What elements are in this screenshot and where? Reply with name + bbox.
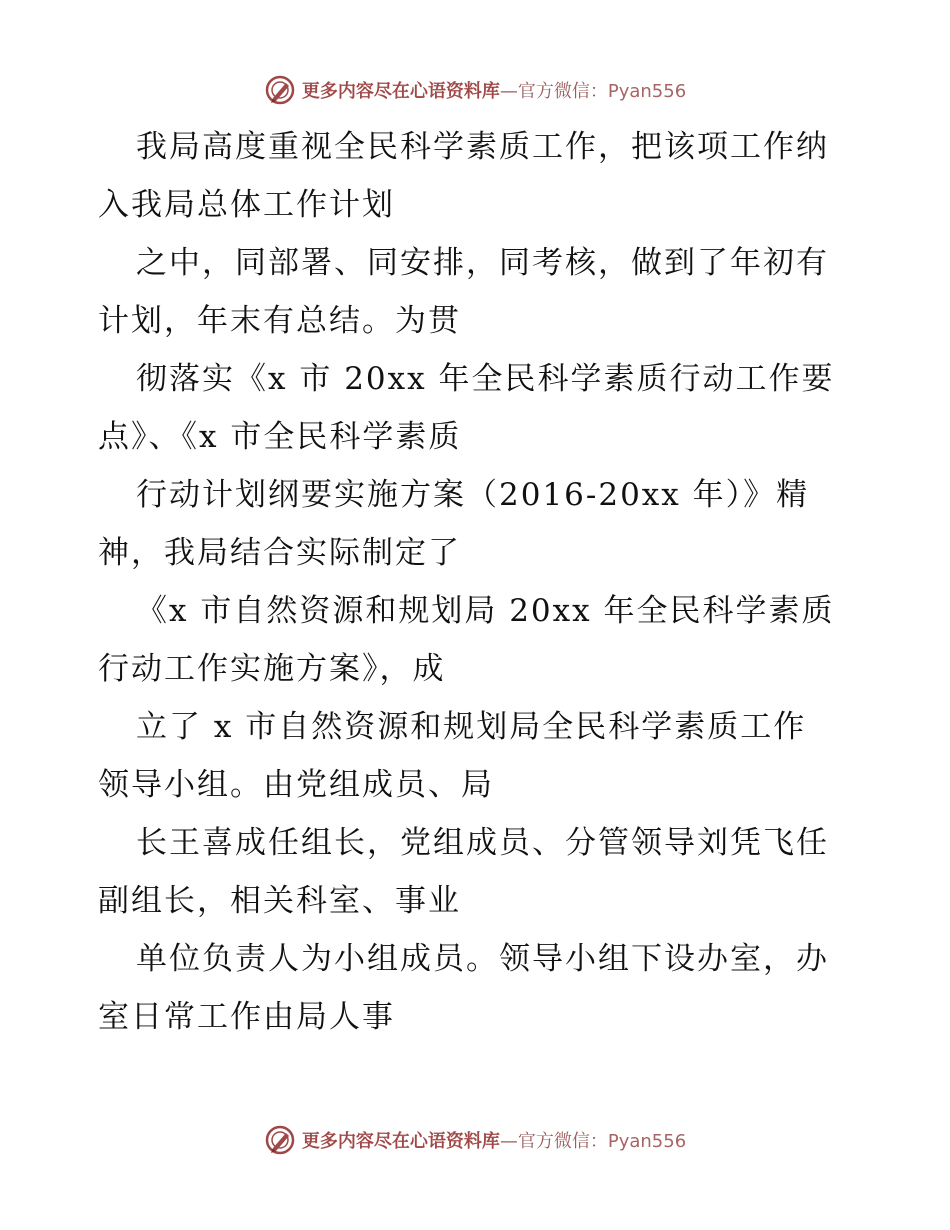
watermark-wechat-id: Pyan556 (607, 1131, 687, 1152)
watermark-wechat-label: —官方微信： (499, 1131, 608, 1152)
footer-watermark-banner (0, 1120, 950, 1160)
text-line: 之中，同部署、同安排，同考核，做到了年初有 (136, 245, 829, 281)
text-line: 行动工作实施方案》，成 (98, 651, 446, 687)
watermark-wechat-label: —官方微信： (499, 81, 608, 102)
pen-logo-icon (264, 74, 296, 106)
text-line: 我局高度重视全民科学素质工作，把该项工作纳 (136, 129, 829, 165)
text-line: 点》、《x 市全民科学素质 (98, 419, 462, 455)
text-line: 单位负责人为小组成员。领导小组下设办室，办 (136, 941, 829, 977)
watermark-title: 更多内容尽在心语资料库 (301, 1131, 500, 1152)
pen-logo-icon (264, 1124, 296, 1156)
watermark-wechat-id: Pyan556 (607, 81, 687, 102)
watermark-title: 更多内容尽在心语资料库 (301, 81, 500, 102)
document-body (98, 118, 858, 1046)
text-line: 立了 x 市自然资源和规划局全民科学素质工作 (136, 709, 807, 745)
header-watermark-banner (0, 70, 950, 110)
text-line: 长王喜成任组长，党组成员、分管领导刘凭飞任 (136, 825, 829, 861)
text-line: 神，我局结合实际制定了 (98, 535, 461, 571)
text-line: 领导小组。由党组成员、局 (98, 767, 494, 803)
text-line: 副组长，相关科室、事业 (98, 883, 461, 919)
watermark-text (302, 1127, 686, 1153)
text-line: 彻落实《x 市 20xx 年全民科学素质行动工作要 (136, 361, 835, 397)
text-line: 行动计划纲要实施方案（2016-20xx 年）》精 (136, 477, 810, 513)
text-line: 计划，年末有总结。为贯 (98, 303, 461, 339)
text-line: 入我局总体工作计划 (98, 187, 395, 223)
watermark-text (302, 77, 686, 103)
text-line: 《x 市自然资源和规划局 20xx 年全民科学素质 (136, 593, 835, 629)
text-line: 室日常工作由局人事 (98, 999, 395, 1035)
